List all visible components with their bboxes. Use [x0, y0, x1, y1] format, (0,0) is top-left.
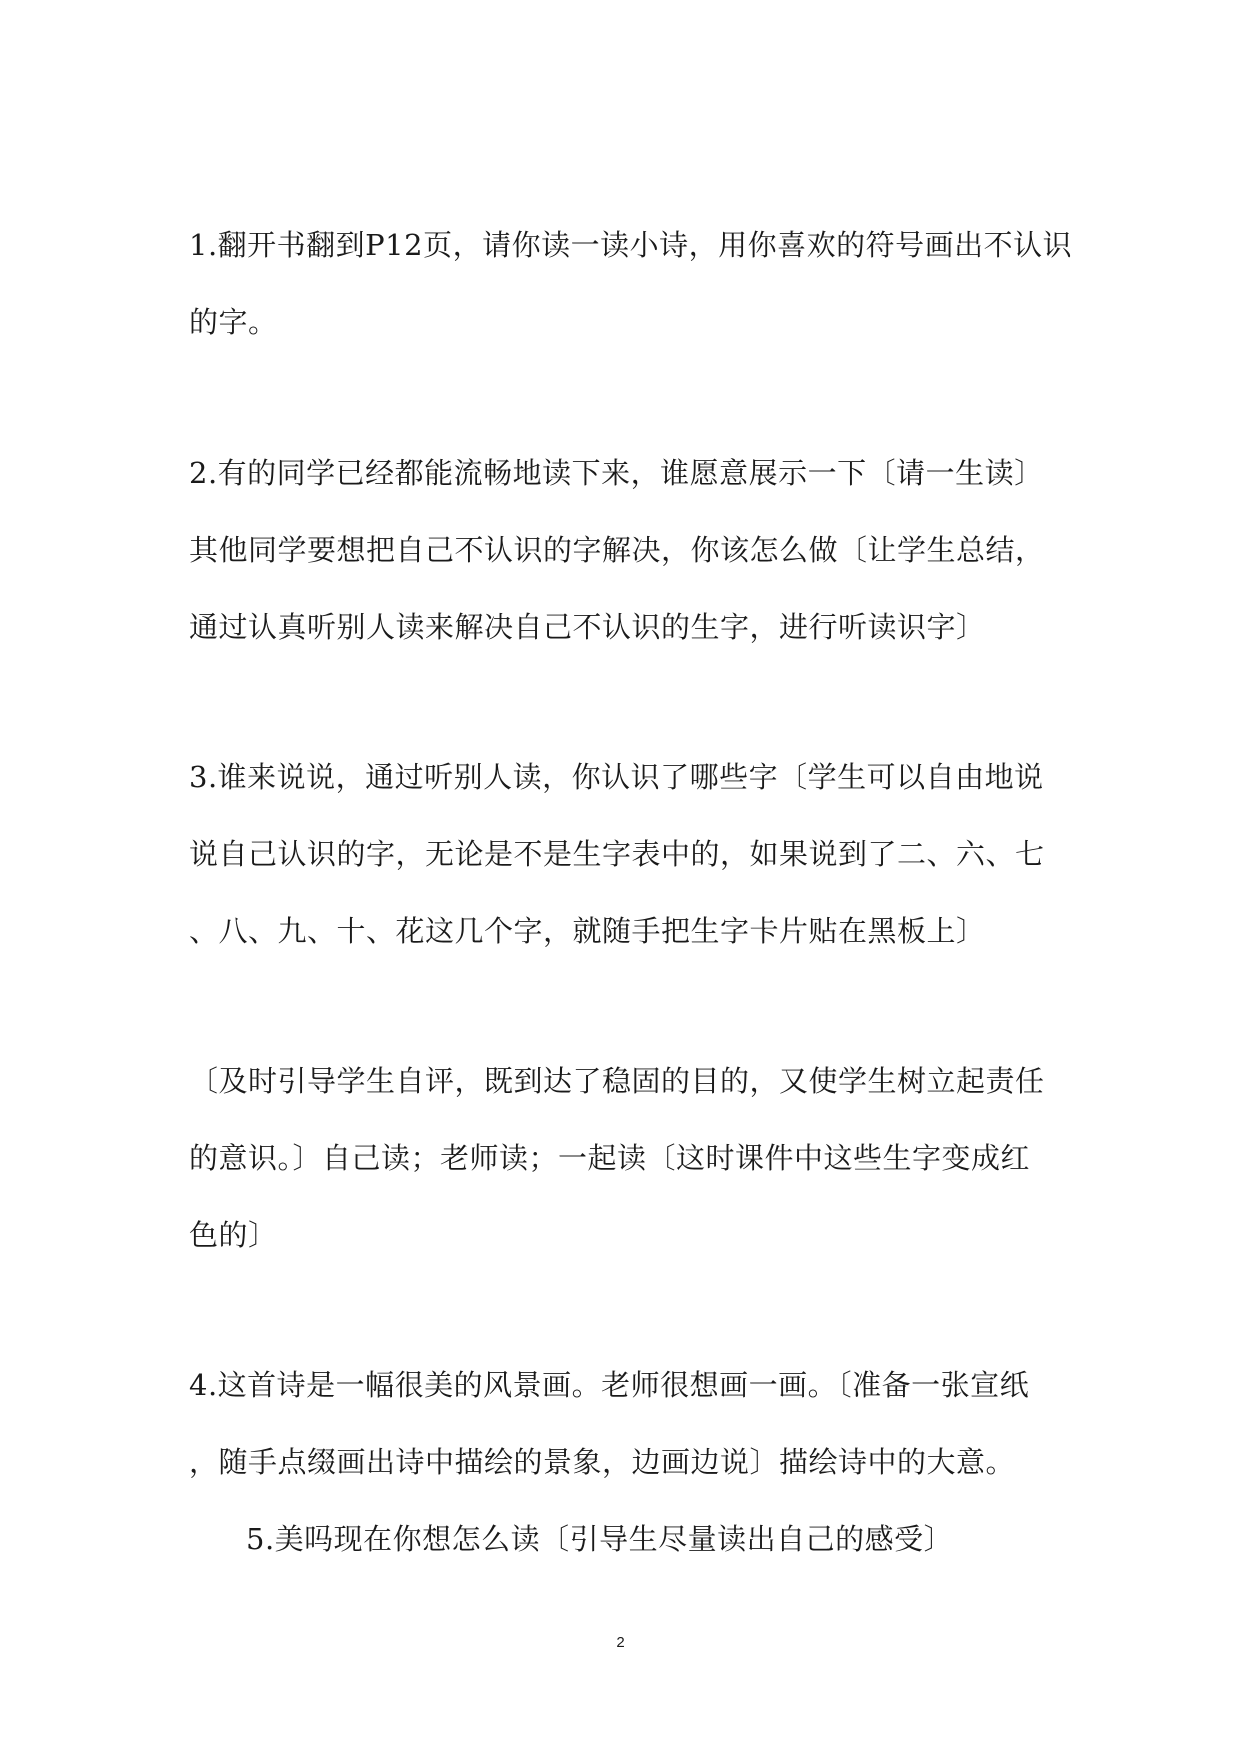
paragraph-4-line-2: 的意识。〕自己读；老师读；一起读〔这时课件中这些生字变成红 [189, 1141, 1031, 1175]
paragraph-6-line-1: 5.美吗现在你想怎么读〔引导生尽量读出自己的感受〕 [246, 1522, 954, 1556]
paragraph-1-line-1: 1.翻开书翻到P12页，请你读一读小诗，用你喜欢的符号画出不认识 [189, 228, 1073, 262]
paragraph-3-line-3: 、八、九、十、花这几个字，就随手把生字卡片贴在黑板上〕 [189, 914, 986, 948]
paragraph-4-line-1: 〔及时引导学生自评，既到达了稳固的目的，又使学生树立起责任 [189, 1064, 1045, 1098]
paragraph-2-line-2: 其他同学要想把自己不认识的字解决，你该怎么做〔让学生总结， [189, 533, 1045, 567]
paragraph-3-line-2: 说自己认识的字，无论是不是生字表中的，如果说到了二、六、七 [189, 837, 1045, 871]
paragraph-5-line-1: 4.这首诗是一幅很美的风景画。老师很想画一画。〔准备一张宣纸 [189, 1368, 1030, 1402]
paragraph-4-line-3: 色的〕 [189, 1218, 278, 1252]
paragraph-5-line-2: ，随手点缀画出诗中描绘的景象，边画边说〕描绘诗中的大意。 [189, 1445, 1016, 1479]
page-number: 2 [616, 1634, 625, 1651]
paragraph-2-line-1: 2.有的同学已经都能流畅地读下来，谁愿意展示一下〔请一生读〕 [189, 456, 1044, 490]
paragraph-1-line-2: 的字。 [189, 305, 278, 339]
paragraph-2-line-3: 通过认真听别人读来解决自己不认识的生字，进行听读识字〕 [189, 610, 986, 644]
paragraph-3-line-1: 3.谁来说说，通过听别人读，你认识了哪些字〔学生可以自由地说 [189, 760, 1044, 794]
